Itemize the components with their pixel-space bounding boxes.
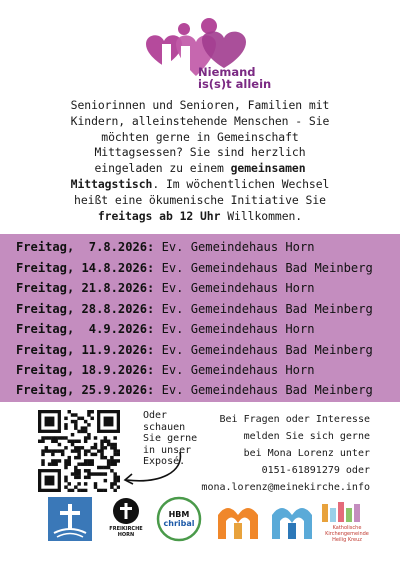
logo-line-2: is(s)t allein: [198, 77, 272, 91]
logo-text: [198, 66, 271, 90]
intro-line: heißt eine ökumenische Initiative Sie: [74, 192, 326, 207]
schedule-place: Ev. Gemeindehaus Horn: [154, 281, 315, 295]
contact-block: [201, 411, 370, 496]
schedule-date: Freitag, 28.8.2026:: [16, 302, 155, 316]
qr-code[interactable]: [38, 410, 120, 496]
intro-line: möchten gerne in Gemeinschaft: [101, 129, 299, 144]
intro-text: eingeladen zu einem: [94, 161, 231, 176]
qr-note-line: Sie gerne: [143, 433, 198, 444]
schedule-place: Ev. Gemeindehaus Horn: [154, 322, 315, 336]
schedule-place: Ev. Gemeindehaus Bad Meinberg: [154, 261, 373, 275]
logo-line-1: Niemand: [198, 65, 256, 79]
intro-line: Mittagsessen? Sie sind herzlich: [94, 145, 306, 160]
intro-line: [0, 209, 400, 225]
contact-phone[interactable]: 0151-61891279 oder: [261, 465, 370, 476]
schedule-row: [16, 237, 315, 258]
schedule-date: Freitag, 18.9.2026:: [16, 363, 155, 377]
kath-label: Kirchengemeinde: [325, 531, 369, 537]
schedule-row: [16, 258, 373, 279]
schedule-row: [16, 360, 315, 381]
qr-note-line: Exposé.: [143, 456, 186, 467]
intro-paragraph: [0, 98, 400, 224]
contact-line: bei Mona Lorenz unter: [243, 448, 370, 459]
schedule-band: [0, 234, 400, 402]
partner-logo-hbm: [156, 496, 202, 546]
intro-bold: Mittagstisch: [70, 176, 153, 191]
schedule-place: Ev. Gemeindehaus Horn: [154, 240, 315, 254]
schedule-date: Freitag, 25.9.2026:: [16, 383, 155, 397]
contact-email[interactable]: mona.lorenz@meinekirche.info: [201, 482, 370, 493]
partner-logo-freikirche: [104, 497, 148, 538]
schedule-row: [16, 319, 315, 340]
intro-line: Seniorinnen und Senioren, Familien mit: [70, 98, 330, 112]
kath-label: Heilig Kreuz: [332, 537, 362, 543]
schedule-date: Freitag, 21.8.2026:: [16, 281, 155, 295]
partner-logo-katholisch: [320, 500, 370, 543]
schedule-row: [16, 299, 373, 320]
schedule-place: Ev. Gemeindehaus Bad Meinberg: [154, 383, 373, 397]
freikirche-label: FREIKIRCHE: [109, 526, 143, 532]
qr-note-line: in unser: [143, 444, 192, 456]
hbm-label: HBM: [168, 510, 190, 519]
intro-text: Willkommen.: [220, 208, 303, 223]
schedule-date: Freitag, 11.9.2026:: [16, 343, 155, 357]
qr-note-line: schauen: [143, 421, 186, 433]
qr-note-line: Oder: [143, 410, 168, 421]
hbm-label: chribal: [163, 519, 195, 528]
partner-logo-nak: [48, 497, 92, 545]
intro-bold: freitags ab 12 Uhr: [97, 208, 221, 223]
kath-label: Katholische: [332, 525, 362, 531]
niemand-logo: [136, 14, 272, 94]
church-blue-icon: [268, 497, 316, 541]
schedule-date: Freitag, 14.8.2026:: [16, 261, 155, 275]
schedule-row: [16, 278, 315, 299]
partner-logo-blue: [268, 497, 316, 545]
schedule-place: Ev. Gemeindehaus Bad Meinberg: [154, 343, 373, 357]
schedule-row: [16, 340, 373, 361]
contact-line: melden Sie sich gerne: [243, 431, 370, 442]
partner-logo-orange: [214, 497, 262, 545]
church-orange-icon: [214, 497, 262, 541]
schedule-place: Ev. Gemeindehaus Bad Meinberg: [154, 302, 373, 316]
schedule-place: Ev. Gemeindehaus Horn: [154, 363, 315, 377]
intro-line: [0, 177, 400, 193]
curved-arrow-icon: [120, 448, 190, 488]
church-cross-icon: [48, 497, 92, 541]
contact-line: Bei Fragen oder Interesse: [219, 414, 370, 425]
intro-line: Kindern, alleinstehende Menschen - Sie: [70, 113, 330, 128]
schedule-date: Freitag, 7.8.2026:: [16, 240, 155, 254]
intro-line: [0, 161, 400, 177]
freikirche-icon: [104, 497, 148, 527]
freikirche-label: HORN: [117, 532, 135, 538]
intro-bold: gemeinsamen: [230, 161, 306, 176]
schedule-date: Freitag, 4.9.2026:: [16, 322, 155, 336]
heilig-kreuz-icon: [320, 500, 370, 524]
schedule-row: [16, 380, 373, 401]
qr-code-icon: [38, 410, 120, 492]
intro-text: . Im wöchentlichen Wechsel: [152, 176, 330, 191]
